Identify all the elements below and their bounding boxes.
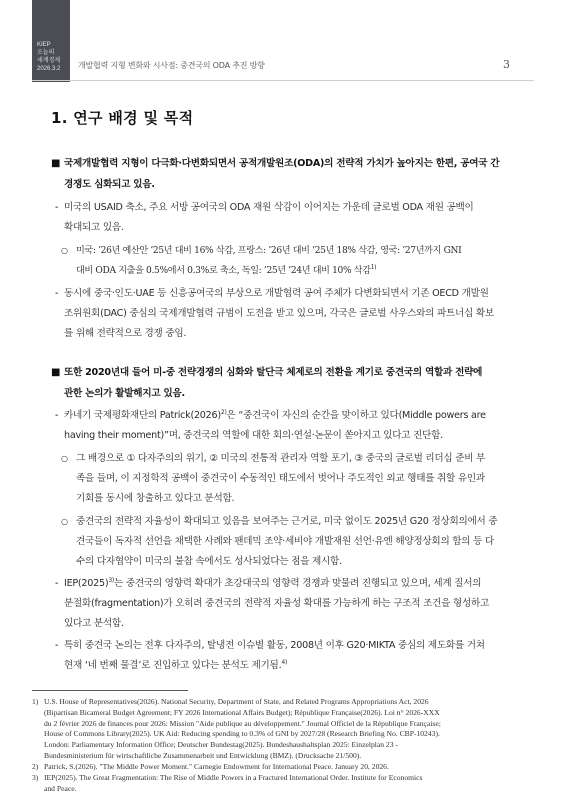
body-text: IEP(2025)	[64, 578, 109, 589]
square-bullet-icon: ■	[51, 158, 61, 169]
body-line: 동시에 중국·인도·UAE 등 신흥공여국의 부상으로 개발협력 공여 주체가 다변화되면서 기존 OECD 개발원	[64, 288, 489, 299]
footnote-line: Bundesministerium für wirtschaftliche Zusammenarbeit und Entwicklung (BMZ). (Drucksache 21/500).	[44, 750, 362, 760]
body-line: 기회를 동시에 창출하고 있다고 분석함.	[76, 493, 235, 504]
dash-marker: -	[55, 578, 59, 589]
running-header-title: 개발협력 지형 변화와 시사점: 중견국의 ODA 추진 방향	[78, 61, 265, 70]
bullet-line: 국제개발협력 지형이 다극화·다변화되면서 공적개발원조(ODA)의 전략적 가치가 높아지는 한편, 공여국 간	[64, 158, 500, 169]
footnote-number: 2)	[32, 762, 39, 771]
body-line: 있다고 분석함.	[64, 618, 124, 629]
body-text: 은 “중견국이 자신의 순간을 맞이하고 있다(Middle powers are	[226, 410, 486, 421]
footnote-line: and Peace.	[44, 783, 77, 793]
circle-bullet-icon: ○	[61, 454, 68, 463]
footnote-line: House of Commons Library(2025). UK Aid: Reducing spending to 0.3% of GNI by 2027/28 (Research Briefing No. CBP-10243).	[44, 729, 440, 739]
footnote-line: U.S. House of Representatives(2026). National Security, Department of State, and Related Programs Appropriations Act, 2026	[44, 697, 429, 706]
body-line: 족을 들며, 이 지정학적 공백이 중견국이 수동적인 태도에서 벗어나 주도적인 외교 행태를 취할 유인과	[76, 473, 485, 484]
body-line: 견국들이 독자적 선언을 채택한 사례와 팬데믹 조약·세비야 개발재원 선언·유엔 해양정상회의 합의 등 다	[76, 536, 494, 547]
footnote-ref: 1)	[370, 263, 377, 271]
footnote-line: IEP(2025). The Great Fragmentation: The Rise of Middle Powers in a Fractured International Order. Institute for Economics	[44, 773, 423, 782]
body-line	[64, 657, 287, 675]
body-line	[64, 407, 486, 425]
body-line: 그 배경으로 ① 다자주의의 위기, ② 미국의 전통적 관리자 역할 포기, ③ 중국의 글로벌 리더십 준비 부	[76, 453, 486, 464]
bullet-line: 관한 논의가 활발해지고 있음.	[64, 388, 185, 399]
body-text: 는 중견국의 영향력 확대가 초강대국의 영향력 경쟁과 맞물려 진행되고 있으며, 세계 질서의	[114, 578, 482, 589]
dash-marker: -	[55, 640, 59, 651]
header-divider	[32, 80, 534, 81]
footnote-ref: 4)	[281, 658, 288, 666]
body-line: 수의 다자협약이 미국의 불참 속에서도 성사되었다는 점을 제시함.	[76, 556, 342, 567]
body-line	[76, 262, 376, 280]
body-line: 조위원회(DAC) 중심의 국제개발협력 규범이 도전을 받고 있으며, 각국은 글로벌 사우스와의 파트너십 확보	[64, 308, 494, 319]
body-text: 대비 ODA 지출을 0.5%에서 0.3%로 축소, 독일: ’25년 ’24년 대비 10% 삭감	[76, 266, 371, 276]
body-line: having their moment)”며, 중견국의 역할에 대한 회의·연설·논문이 쏟아지고 있다고 진단함.	[64, 430, 443, 441]
badge-line: KIEP	[37, 42, 51, 48]
dash-marker: -	[55, 410, 59, 421]
badge-line: 세계경제	[37, 58, 61, 64]
body-line: 를 위해 전략적으로 경쟁 중임.	[64, 328, 187, 339]
body-line: 분절화(fragmentation)가 오히려 중견국의 전략적 자율성 확대를 가능하게 하는 구조적 조건을 형성하고	[64, 598, 489, 609]
body-line: 미국: ’26년 예산안 ’25년 대비 16% 삭감, 프랑스: ’26년 대비 ’25년 18% 삭감, 영국: ’27년까지 GNI	[76, 246, 462, 256]
body-line: 확대되고 있음.	[64, 222, 124, 233]
bullet-line: 경쟁도 심화되고 있음.	[64, 179, 155, 190]
circle-bullet-icon: ○	[61, 246, 68, 255]
footnote-divider	[32, 690, 188, 691]
badge-line: 2026.3.2	[37, 66, 61, 72]
footnote-number: 3)	[32, 773, 39, 782]
square-bullet-icon: ■	[51, 367, 61, 378]
footnote-ref: 2)	[220, 408, 227, 416]
footnote-line: du 2 février 2026 de finances pour 2026: Mission "Aide publique au développement." Journal Officiel de la République Française;	[44, 718, 441, 728]
footnote-line: London: Parliamentary Information Office; Deutscher Bundestag(2025). Bundeshaushaltsplan 2025: Einzelplan 23 -	[44, 740, 398, 750]
body-line: 특히 중견국 논의는 전후 다자주의, 탈냉전 이슈별 활동, 2008년 이후 G20·MIKTA 중심의 제도화를 거쳐	[64, 640, 485, 651]
badge-line: 오늘의	[37, 50, 55, 56]
body-line: 중견국의 전략적 자율성이 확대되고 있음을 보여주는 근거로, 미국 없이도 2025년 G20 정상회의에서 중	[76, 516, 498, 527]
body-text: 현재 ‘네 번째 물결’로 진입하고 있다는 분석도 제기됨.	[64, 660, 282, 671]
circle-bullet-icon: ○	[61, 517, 68, 526]
footnote-line: (Bipartisan Bicameral Budget Agreement; FY 2026 International Affairs Budget); République Française(2026). Loi n° 2026-XXX	[44, 707, 440, 717]
footnote-line: Patrick, S.(2026). "The Middle Power Moment." Carnegie Endowment for International Peace. January 20, 2026.	[44, 762, 389, 771]
bullet-line: 또한 2020년대 들어 미-중 전략경쟁의 심화와 탈단극 체제로의 전환을 계기로 중견국의 역할과 전략에	[64, 367, 483, 378]
dash-marker: -	[55, 288, 59, 299]
page-number: 3	[503, 58, 510, 71]
section-title: 1. 연구 배경 및 목적	[51, 109, 194, 127]
footnote-number: 1)	[32, 697, 39, 706]
body-line: 미국의 USAID 축소, 주요 서방 공여국의 ODA 재원 삭감이 이어지는 가운데 글로벌 ODA 재원 공백이	[64, 202, 474, 213]
body-text: 카네기 국제평화재단의 Patrick(2026)	[64, 410, 221, 421]
publication-badge	[32, 0, 70, 82]
dash-marker: -	[55, 202, 59, 213]
body-line	[64, 575, 481, 593]
footnote-ref: 3)	[108, 576, 114, 584]
